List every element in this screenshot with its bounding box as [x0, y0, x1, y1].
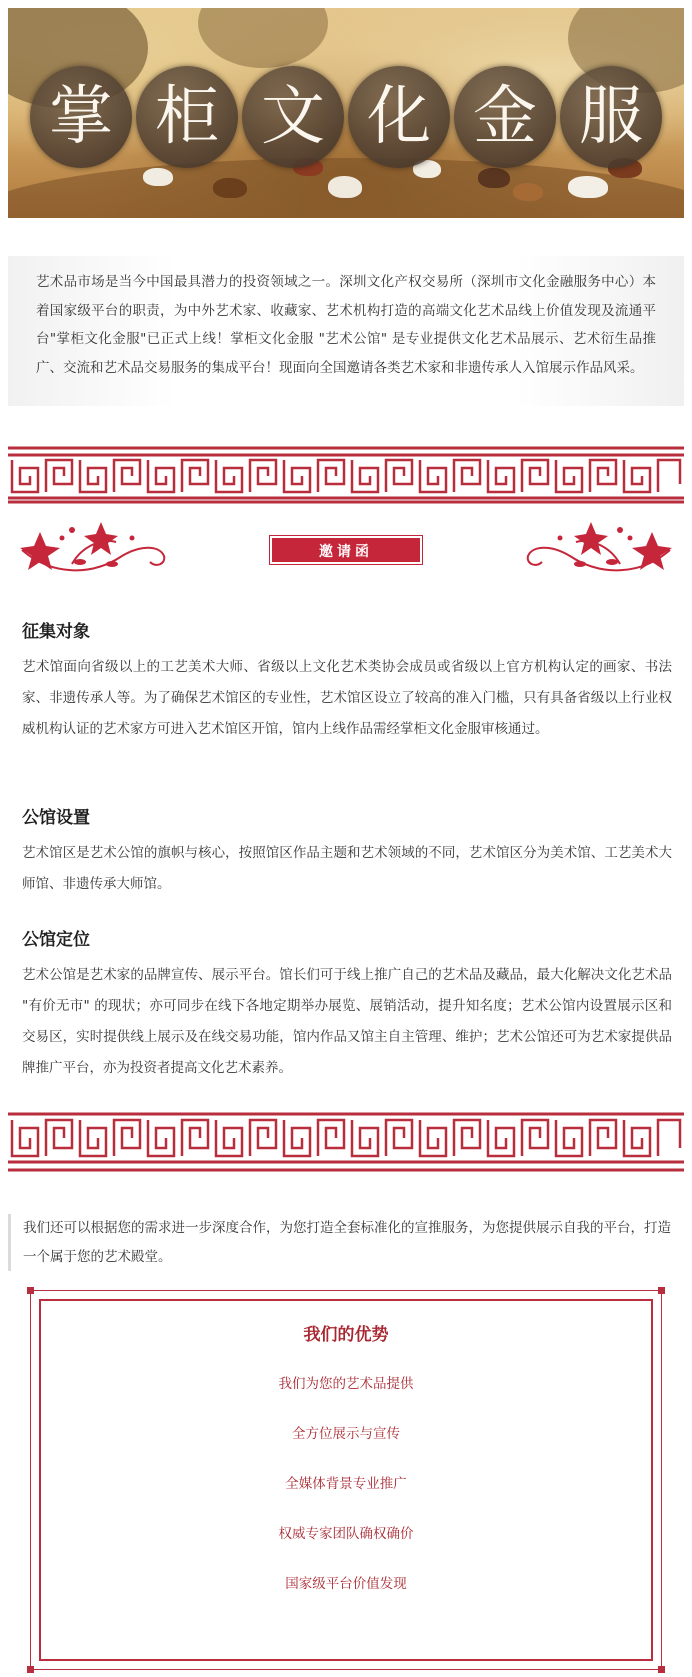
frame-corner	[658, 1666, 665, 1673]
advantage-item: 我们为您的艺术品提供	[278, 1376, 414, 1392]
section-hall-positioning	[22, 928, 672, 1084]
section-heading: 征集对象	[22, 622, 90, 642]
advantage-item: 国家级平台价值发现	[285, 1576, 407, 1592]
invitation-row	[8, 512, 684, 582]
title-char-seal: 柜	[136, 66, 238, 168]
advantages-frame	[30, 1290, 662, 1670]
section-hall-setup	[22, 806, 672, 900]
cooperation-text: 我们还可以根据您的需求进一步深度合作，为您打造全套标准化的宣推服务，为您提供展示自我的平台，打造一个属于您的艺术殿堂。	[23, 1220, 671, 1265]
banner-painting	[8, 8, 684, 218]
banner-title	[8, 66, 684, 176]
advantage-item: 权威专家团队确权确价	[278, 1526, 414, 1542]
title-char-seal: 化	[348, 66, 450, 168]
intro-block	[8, 256, 684, 406]
banner-horse	[568, 176, 608, 198]
invitation-label: 邀请函	[270, 536, 422, 564]
cooperation-note	[8, 1214, 684, 1271]
title-char-seal: 掌	[30, 66, 132, 168]
frame-corner	[27, 1287, 34, 1294]
section-collection-target	[22, 620, 672, 745]
title-char-seal: 金	[454, 66, 556, 168]
banner-horse	[513, 183, 543, 201]
title-char-seal: 文	[242, 66, 344, 168]
floral-ornament-right	[520, 516, 680, 578]
advantages-title: 我们的优势	[303, 1325, 389, 1345]
section-body: 艺术公馆是艺术家的品牌宣传、展示平台。馆长们可于线上推广自己的艺术品及藏品，最大化解决文化艺术品 "有价无市" 的现状；亦可同步在线下各地定期举办展览、展销活动，提升知名度；艺术公馆内设置展示区和交易区，实时提供线上展示及在线交易功能，馆内作品又馆主自主管理、维护；艺术公馆还可为艺术家提供品牌推广平台，亦为投资者提高文化艺术素养。	[22, 967, 672, 1076]
title-char-seal: 服	[560, 66, 662, 168]
banner-horse	[328, 176, 362, 198]
section-body: 艺术馆区是艺术公馆的旗帜与核心，按照馆区作品主题和艺术领域的不同，艺术馆区分为美术馆、工艺美术大师馆、非遗传承大师馆。	[22, 845, 672, 892]
lattice-border-top	[8, 446, 684, 504]
section-body: 艺术馆面向省级以上的工艺美术大师、省级以上文化艺术类协会成员或省级以上官方机构认定的画家、书法家、非遗传承人等。为了确保艺术馆区的专业性，艺术馆区设立了较高的准入门槛，只有具备省级以上行业权威机构认证的艺术家方可进入艺术馆区开馆，馆内上线作品需经掌柜文化金服审核通过。	[22, 659, 672, 737]
advantages-box	[39, 1299, 653, 1661]
frame-corner	[658, 1287, 665, 1294]
banner-horse	[213, 178, 247, 198]
advantage-item: 全媒体背景专业推广	[285, 1476, 407, 1492]
section-heading: 公馆设置	[22, 808, 90, 828]
frame-corner	[27, 1666, 34, 1673]
intro-text: 艺术品市场是当今中国最具潜力的投资领域之一。深圳文化产权交易所（深圳市文化金融服务中心）本着国家级平台的职责，为中外艺术家、收藏家、艺术机构打造的高端文化艺术品线上价值发现及流通平台"掌柜文化金服"已正式上线！掌柜文化金服 "艺术公馆" 是专业提供文化艺术品展示、艺术衍生品推广、交流和艺术品交易服务的集成平台！现面向全国邀请各类艺术家和非遗传承人入馆展示作品风采。	[36, 274, 656, 376]
floral-ornament-left	[12, 516, 172, 578]
banner-tree-mid	[198, 8, 328, 68]
lattice-border-bottom	[8, 1112, 684, 1174]
section-heading: 公馆定位	[22, 930, 90, 950]
advantage-item: 全方位展示与宣传	[292, 1426, 400, 1442]
